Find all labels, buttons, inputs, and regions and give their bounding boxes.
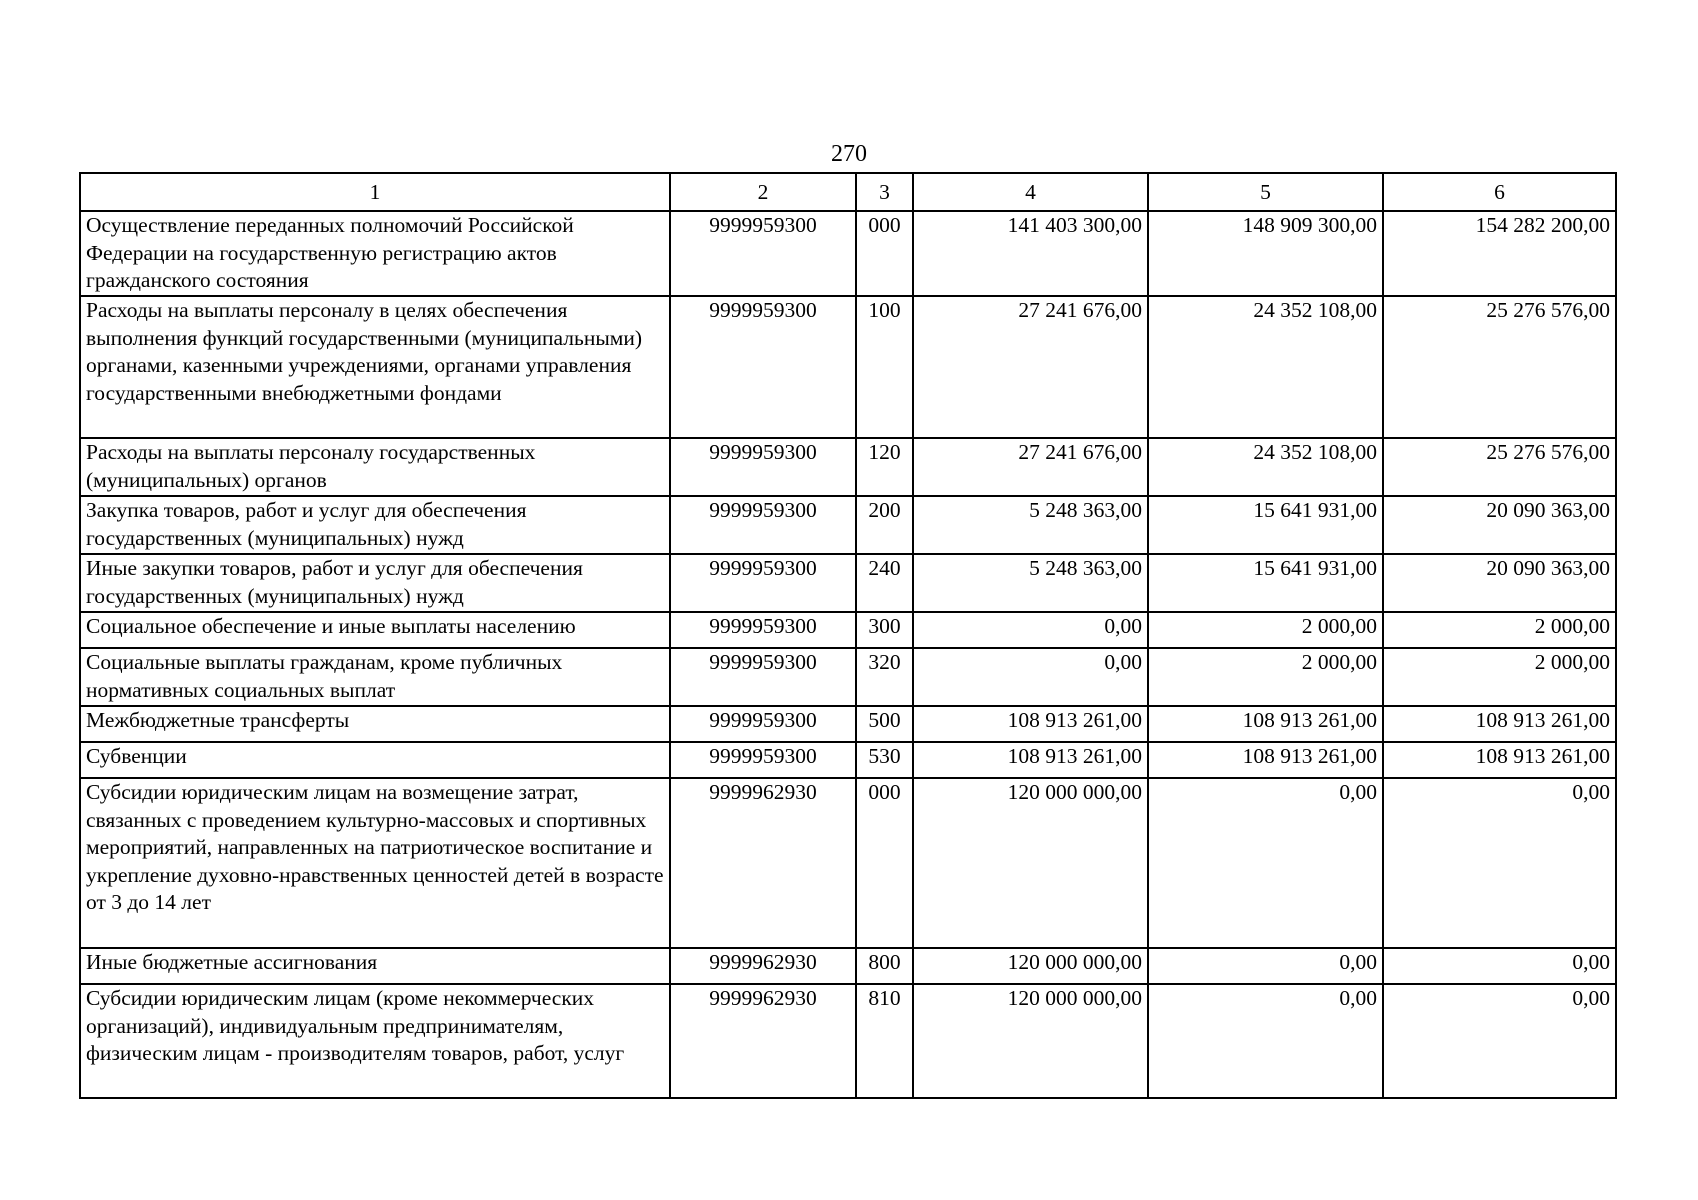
row-type: 200: [856, 496, 913, 554]
row-name: Иные закупки товаров, работ и услуг для обеспечения государственных (муниципальных) нужд: [80, 554, 670, 612]
row-amount-6: 2 000,00: [1383, 612, 1616, 648]
table-row: [80, 211, 1616, 296]
column-header-5: 5: [1148, 173, 1383, 211]
table-row: [80, 984, 1616, 1098]
row-code: 9999959300: [670, 706, 856, 742]
row-type: 300: [856, 612, 913, 648]
table-row: [80, 612, 1616, 648]
row-amount-4: 5 248 363,00: [913, 554, 1148, 612]
row-type: 240: [856, 554, 913, 612]
row-code: 9999962930: [670, 948, 856, 984]
row-type: 320: [856, 648, 913, 706]
row-type: 500: [856, 706, 913, 742]
table-row: [80, 742, 1616, 778]
row-amount-6: 154 282 200,00: [1383, 211, 1616, 296]
row-amount-5: 0,00: [1148, 778, 1383, 948]
row-amount-5: 2 000,00: [1148, 612, 1383, 648]
row-name: Социальные выплаты гражданам, кроме публичных нормативных социальных выплат: [80, 648, 670, 706]
row-amount-5: 108 913 261,00: [1148, 742, 1383, 778]
row-amount-5: 0,00: [1148, 984, 1383, 1098]
header-row: [80, 173, 1616, 211]
table-row: [80, 438, 1616, 496]
row-amount-6: 0,00: [1383, 948, 1616, 984]
row-amount-5: 15 641 931,00: [1148, 496, 1383, 554]
row-name: Осуществление переданных полномочий Российской Федерации на государственную регистрацию актов гражданского состояния: [80, 211, 670, 296]
budget-table: [79, 172, 1617, 1099]
row-name: Межбюджетные трансферты: [80, 706, 670, 742]
row-type: 800: [856, 948, 913, 984]
row-amount-5: 15 641 931,00: [1148, 554, 1383, 612]
row-amount-4: 141 403 300,00: [913, 211, 1148, 296]
row-type: 530: [856, 742, 913, 778]
row-code: 9999959300: [670, 438, 856, 496]
row-code: 9999959300: [670, 742, 856, 778]
row-code: 9999959300: [670, 554, 856, 612]
table-row: [80, 778, 1616, 948]
row-amount-6: 25 276 576,00: [1383, 438, 1616, 496]
row-code: 9999959300: [670, 612, 856, 648]
row-amount-5: 24 352 108,00: [1148, 438, 1383, 496]
row-amount-4: 0,00: [913, 648, 1148, 706]
row-amount-4: 108 913 261,00: [913, 706, 1148, 742]
row-amount-5: 24 352 108,00: [1148, 296, 1383, 438]
row-amount-6: 0,00: [1383, 984, 1616, 1098]
row-amount-4: 120 000 000,00: [913, 948, 1148, 984]
table-row: [80, 296, 1616, 438]
row-name: Социальное обеспечение и иные выплаты населению: [80, 612, 670, 648]
row-code: 9999959300: [670, 296, 856, 438]
column-header-4: 4: [913, 173, 1148, 211]
column-header-1: 1: [80, 173, 670, 211]
row-code: 9999962930: [670, 778, 856, 948]
row-code: 9999959300: [670, 496, 856, 554]
row-amount-4: 0,00: [913, 612, 1148, 648]
row-name: Расходы на выплаты персоналу государственных (муниципальных) органов: [80, 438, 670, 496]
table-row: [80, 554, 1616, 612]
table-row: [80, 496, 1616, 554]
table-row: [80, 648, 1616, 706]
table-row: [80, 706, 1616, 742]
table-row: [80, 948, 1616, 984]
row-amount-5: 148 909 300,00: [1148, 211, 1383, 296]
row-code: 9999962930: [670, 984, 856, 1098]
row-amount-6: 2 000,00: [1383, 648, 1616, 706]
row-type: 000: [856, 211, 913, 296]
row-code: 9999959300: [670, 648, 856, 706]
row-amount-6: 25 276 576,00: [1383, 296, 1616, 438]
row-type: 100: [856, 296, 913, 438]
column-header-6: 6: [1383, 173, 1616, 211]
row-type: 120: [856, 438, 913, 496]
row-amount-6: 0,00: [1383, 778, 1616, 948]
row-amount-5: 2 000,00: [1148, 648, 1383, 706]
row-code: 9999959300: [670, 211, 856, 296]
page-number: 270: [831, 141, 867, 167]
row-amount-4: 120 000 000,00: [913, 778, 1148, 948]
row-type: 810: [856, 984, 913, 1098]
row-name: Закупка товаров, работ и услуг для обеспечения государственных (муниципальных) нужд: [80, 496, 670, 554]
row-type: 000: [856, 778, 913, 948]
column-header-3: 3: [856, 173, 913, 211]
row-amount-5: 0,00: [1148, 948, 1383, 984]
row-amount-6: 108 913 261,00: [1383, 706, 1616, 742]
row-amount-4: 5 248 363,00: [913, 496, 1148, 554]
row-amount-6: 108 913 261,00: [1383, 742, 1616, 778]
row-amount-6: 20 090 363,00: [1383, 496, 1616, 554]
row-amount-5: 108 913 261,00: [1148, 706, 1383, 742]
row-name: Субсидии юридическим лицам (кроме некоммерческих организаций), индивидуальным предпринимателям, физическим лицам - производителям товаров, работ, услуг: [80, 984, 670, 1098]
row-amount-4: 27 241 676,00: [913, 296, 1148, 438]
row-name: Расходы на выплаты персоналу в целях обеспечения выполнения функций государственными (муниципальными) органами, казенными учреждениями, органами управления государственными внебюджетными фондами: [80, 296, 670, 438]
row-amount-6: 20 090 363,00: [1383, 554, 1616, 612]
row-amount-4: 120 000 000,00: [913, 984, 1148, 1098]
row-amount-4: 108 913 261,00: [913, 742, 1148, 778]
column-header-2: 2: [670, 173, 856, 211]
row-amount-4: 27 241 676,00: [913, 438, 1148, 496]
row-name: Субсидии юридическим лицам на возмещение затрат, связанных с проведением культурно-массовых и спортивных мероприятий, направленных на патриотическое воспитание и укрепление духовно-нравственных ценностей детей в возрасте от 3 до 14 лет: [80, 778, 670, 948]
row-name: Иные бюджетные ассигнования: [80, 948, 670, 984]
row-name: Субвенции: [80, 742, 670, 778]
